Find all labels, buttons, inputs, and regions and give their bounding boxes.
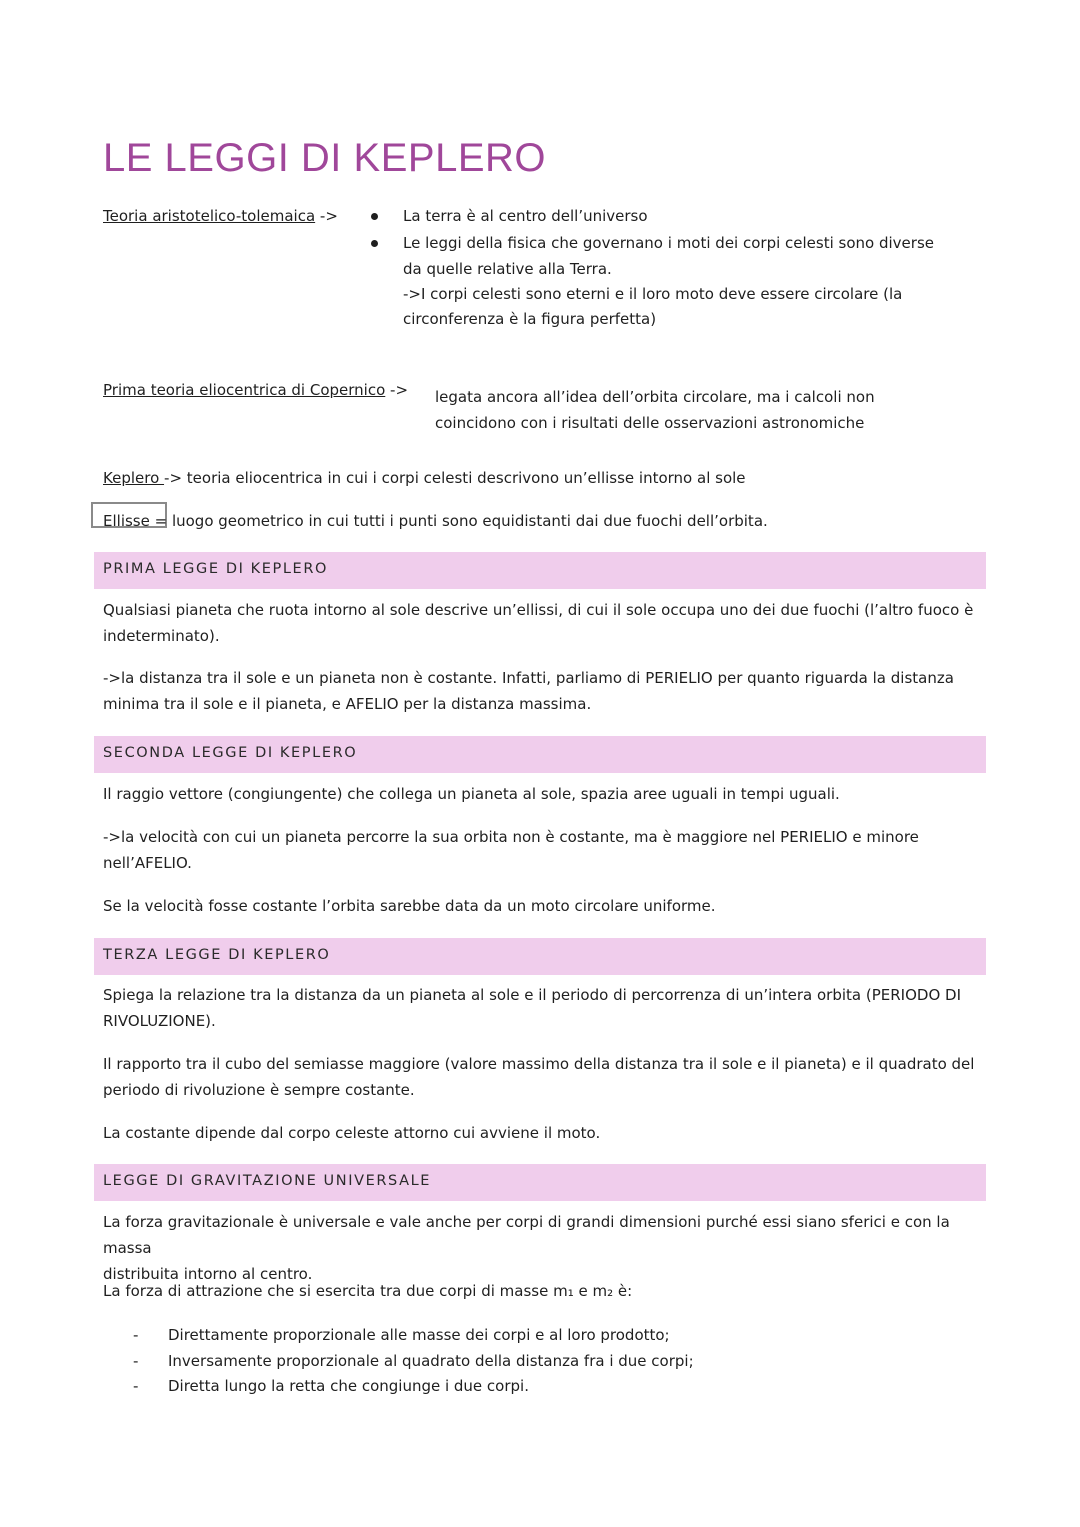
bullet-2-line-3: ->I corpi celesti sono eterni e il loro moto deve essere circolare (la (403, 285, 903, 303)
dash-bullet: - (133, 1326, 139, 1344)
line: Spiega la relazione tra la distanza da un pianeta al sole e il periodo di percorrenza di un’intera orbita (PERIODO DI (103, 986, 962, 1004)
gravity-list-item-2: Inversamente proporzionale al quadrato della distanza fra i due corpi; (168, 1352, 694, 1370)
bullet-2-line-2: da quelle relative alla Terra. (403, 260, 612, 278)
aristotelian-label: Teoria aristotelico-tolemaica (103, 207, 316, 225)
line: distribuita intorno al centro. (103, 1265, 313, 1283)
gravity-heading: LEGGE DI GRAVITAZIONE UNIVERSALE (103, 1173, 432, 1189)
bullet-1: La terra è al centro dell’universo (403, 207, 648, 225)
line: nell’AFELIO. (103, 854, 192, 872)
first-law-heading-band (94, 552, 986, 589)
gravity-paragraph-2: La forza di attrazione che si esercita tra due corpi di masse m₁ e m₂ è: (103, 1282, 633, 1300)
gravity-heading-band (94, 1164, 986, 1201)
ellipse-label: Ellisse (103, 512, 150, 530)
kepler-label: Keplero (103, 469, 165, 487)
first-law-heading: PRIMA LEGGE DI KEPLERO (103, 561, 329, 577)
copernicus-row (103, 377, 408, 403)
bullet-2-line-4: circonferenza è la figura perfetta) (403, 310, 657, 328)
line: periodo di rivoluzione è sempre costante. (103, 1081, 415, 1099)
first-law-paragraph-2 (103, 665, 983, 717)
dash-bullet: - (133, 1352, 139, 1370)
bullet-icon (371, 213, 378, 220)
second-law-heading: SECONDA LEGGE DI KEPLERO (103, 745, 358, 761)
ellipse-text: = luogo geometrico in cui tutti i punti sono equidistanti dai due fuochi dell’orbita. (149, 512, 768, 530)
kepler-row (103, 465, 746, 491)
third-law-paragraph-3: La costante dipende dal corpo celeste attorno cui avviene il moto. (103, 1124, 601, 1142)
line: indeterminato). (103, 627, 220, 645)
gravity-list-item-3: Diretta lungo la retta che congiunge i due corpi. (168, 1377, 529, 1395)
copernicus-arrow: -> (385, 381, 409, 399)
line: Qualsiasi pianeta che ruota intorno al sole descrive un’ellissi, di cui il sole occupa uno dei due fuochi (l’altro fuoco è (103, 601, 974, 619)
aristotelian-arrow: -> (315, 207, 338, 225)
third-law-paragraph-1 (103, 982, 983, 1034)
line: Il rapporto tra il cubo del semiasse maggiore (valore massimo della distanza tra il sole e il pianeta) e il quadrato del (103, 1055, 975, 1073)
copernicus-text-2: coincidono con i risultati delle osservazioni astronomiche (435, 414, 865, 432)
dash-bullet: - (133, 1377, 139, 1395)
line: RIVOLUZIONE). (103, 1012, 216, 1030)
ellipse-row (103, 508, 768, 534)
gravity-paragraph-1 (103, 1209, 983, 1287)
bullet-2: Le leggi della fisica che governano i moti dei corpi celesti sono diverse (403, 234, 934, 252)
page-title: LE LEGGI DI KEPLERO (103, 136, 546, 180)
first-law-paragraph-1 (103, 597, 983, 649)
copernicus-text-1: legata ancora all’idea dell’orbita circolare, ma i calcoli non (435, 388, 875, 406)
second-law-heading-band (94, 736, 986, 773)
second-law-paragraph-3: Se la velocità fosse costante l’orbita sarebbe data da un moto circolare uniforme. (103, 897, 716, 915)
line: ->la distanza tra il sole e un pianeta non è costante. Infatti, parliamo di PERIELIO per quanto riguarda la distanza (103, 669, 954, 687)
second-law-paragraph-2 (103, 824, 983, 876)
line: minima tra il sole e il pianeta, e AFELIO per la distanza massima. (103, 695, 592, 713)
kepler-text: -> teoria eliocentrica in cui i corpi celesti descrivono un’ellisse intorno al sole (164, 469, 746, 487)
bullet-icon (371, 240, 378, 247)
third-law-paragraph-2 (103, 1051, 983, 1103)
aristotelian-row (103, 203, 338, 229)
third-law-heading: TERZA LEGGE DI KEPLERO (103, 947, 331, 963)
line: ->la velocità con cui un pianeta percorre la sua orbita non è costante, ma è maggiore nel PERIELIO e minore (103, 828, 919, 846)
second-law-paragraph-1: Il raggio vettore (congiungente) che collega un pianeta al sole, spazia aree uguali in tempi uguali. (103, 785, 840, 803)
copernicus-label: Prima teoria eliocentrica di Copernico (103, 381, 386, 399)
line: La forza gravitazionale è universale e vale anche per corpi di grandi dimensioni purché essi siano sferici e con la massa (103, 1213, 950, 1257)
gravity-list-item-1: Direttamente proporzionale alle masse dei corpi e al loro prodotto; (168, 1326, 670, 1344)
third-law-heading-band (94, 938, 986, 975)
